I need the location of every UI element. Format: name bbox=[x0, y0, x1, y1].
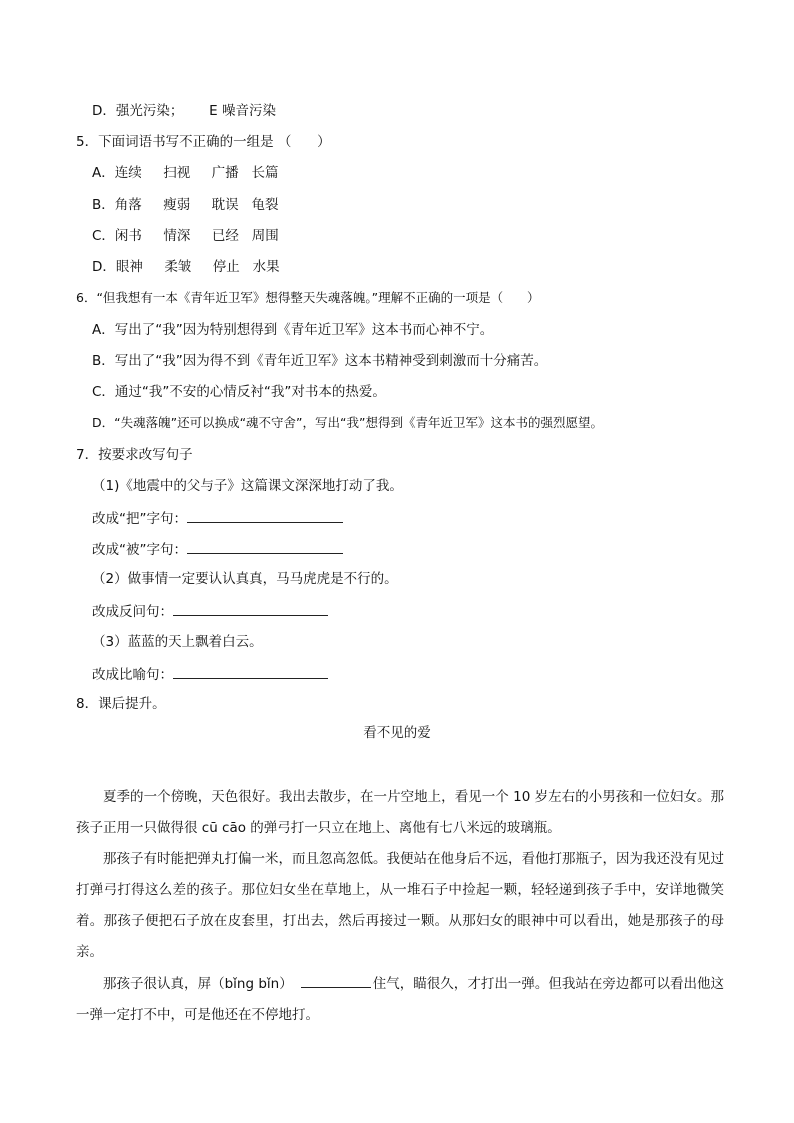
q7-sentence-3: （3）蓝蓝的天上飘着白云。 bbox=[92, 634, 263, 650]
q7-prompt-metaphor bbox=[92, 664, 328, 684]
q7-prompt-rhetorical bbox=[92, 601, 328, 621]
passage-paragraph-3 bbox=[76, 969, 724, 1031]
answer-blank-bei[interactable] bbox=[187, 539, 343, 554]
passage-paragraph-1: 夏季的一个傍晚，天色很好。我出去散步，在一片空地上，看见一个 10 岁左右的小男孩和一位妇女。那孩子正用一只做得很 cū cāo 的弹弓打一只立在地上、离他有七八米远的玻璃瓶。 bbox=[76, 789, 724, 836]
q6-stem: 6．“但我想有一本《青年近卫军》想得整天失魂落魄。”理解不正确的一项是（ ） bbox=[76, 290, 540, 305]
q5-option-c: C．闲书 情深 已经 周围 bbox=[92, 228, 279, 244]
q7-prompt-metaphor-label: 改成比喻句： bbox=[92, 667, 173, 683]
q6-option-b: B．写出了“我”因为得不到《青年近卫军》这本书精神受到刺激而十分痛苦。 bbox=[92, 353, 548, 369]
q7-prompt-bei-label: 改成“被”字句： bbox=[92, 542, 187, 558]
q8-stem: 8．课后提升。 bbox=[76, 696, 166, 712]
q6-option-d: D．“失魂落魄”还可以换成“魂不守舍”，写出“我”想得到《青年近卫军》这本书的强烈愿望。 bbox=[92, 415, 603, 430]
paragraph-3-start: 那孩子很认真，屏（bǐng bǐn） bbox=[103, 976, 293, 992]
q7-prompt-ba bbox=[92, 508, 343, 528]
passage-title: 看不见的爱 bbox=[363, 725, 431, 741]
answer-blank-metaphor[interactable] bbox=[173, 664, 328, 679]
answer-blank-pinyin[interactable] bbox=[301, 973, 371, 988]
q5-option-b: B．角落 瘦弱 耽误 龟裂 bbox=[92, 197, 279, 213]
q5-option-d: D．眼神 柔皱 停止 水果 bbox=[92, 259, 280, 275]
passage-paragraph-2: 那孩子有时能把弹丸打偏一米，而且忽高忽低。我便站在他身后不远，看他打那瓶子，因为我还没有见过打弹弓打得这么差的孩子。那位妇女坐在草地上，从一堆石子中捡起一颗，轻轻递到孩子手中，安详地微笑着。那孩子便把石子放在皮套里，打出去，然后再接过一颗。从那妇女的眼神中可以看出，她是那孩子的母亲。 bbox=[76, 851, 724, 960]
q7-sentence-1: （1)《地震中的父与子》这篇课文深深地打动了我。 bbox=[92, 478, 403, 494]
q7-prompt-rhetorical-label: 改成反问句： bbox=[92, 604, 173, 620]
q7-stem: 7．按要求改写句子 bbox=[76, 447, 193, 463]
q6-option-c: C．通过“我”不安的心情反衬“我”对书本的热爱。 bbox=[92, 384, 386, 400]
answer-blank-rhetorical[interactable] bbox=[173, 601, 328, 616]
q6-option-a: A．写出了“我”因为特别想得到《青年近卫军》这本书而心神不宁。 bbox=[92, 322, 494, 338]
q5-stem: 5．下面词语书写不正确的一组是 （ ） bbox=[76, 134, 331, 150]
q7-prompt-ba-label: 改成“把”字句： bbox=[92, 511, 187, 527]
q5-option-a: A．连续 扫视 广播 长篇 bbox=[92, 165, 279, 181]
paragraph-3-rest: 住气，瞄很久，才打出一弹。但我站在旁边都可以看出他这一弹一定打不中，可是他还在不停地打。 bbox=[76, 976, 724, 1023]
q7-prompt-bei bbox=[92, 539, 343, 559]
q7-sentence-2: （2）做事情一定要认认真真，马马虎虎是不行的。 bbox=[92, 571, 398, 587]
q4-option-d-e: D．强光污染； E 噪音污染 bbox=[92, 103, 276, 119]
answer-blank-ba[interactable] bbox=[187, 508, 343, 523]
